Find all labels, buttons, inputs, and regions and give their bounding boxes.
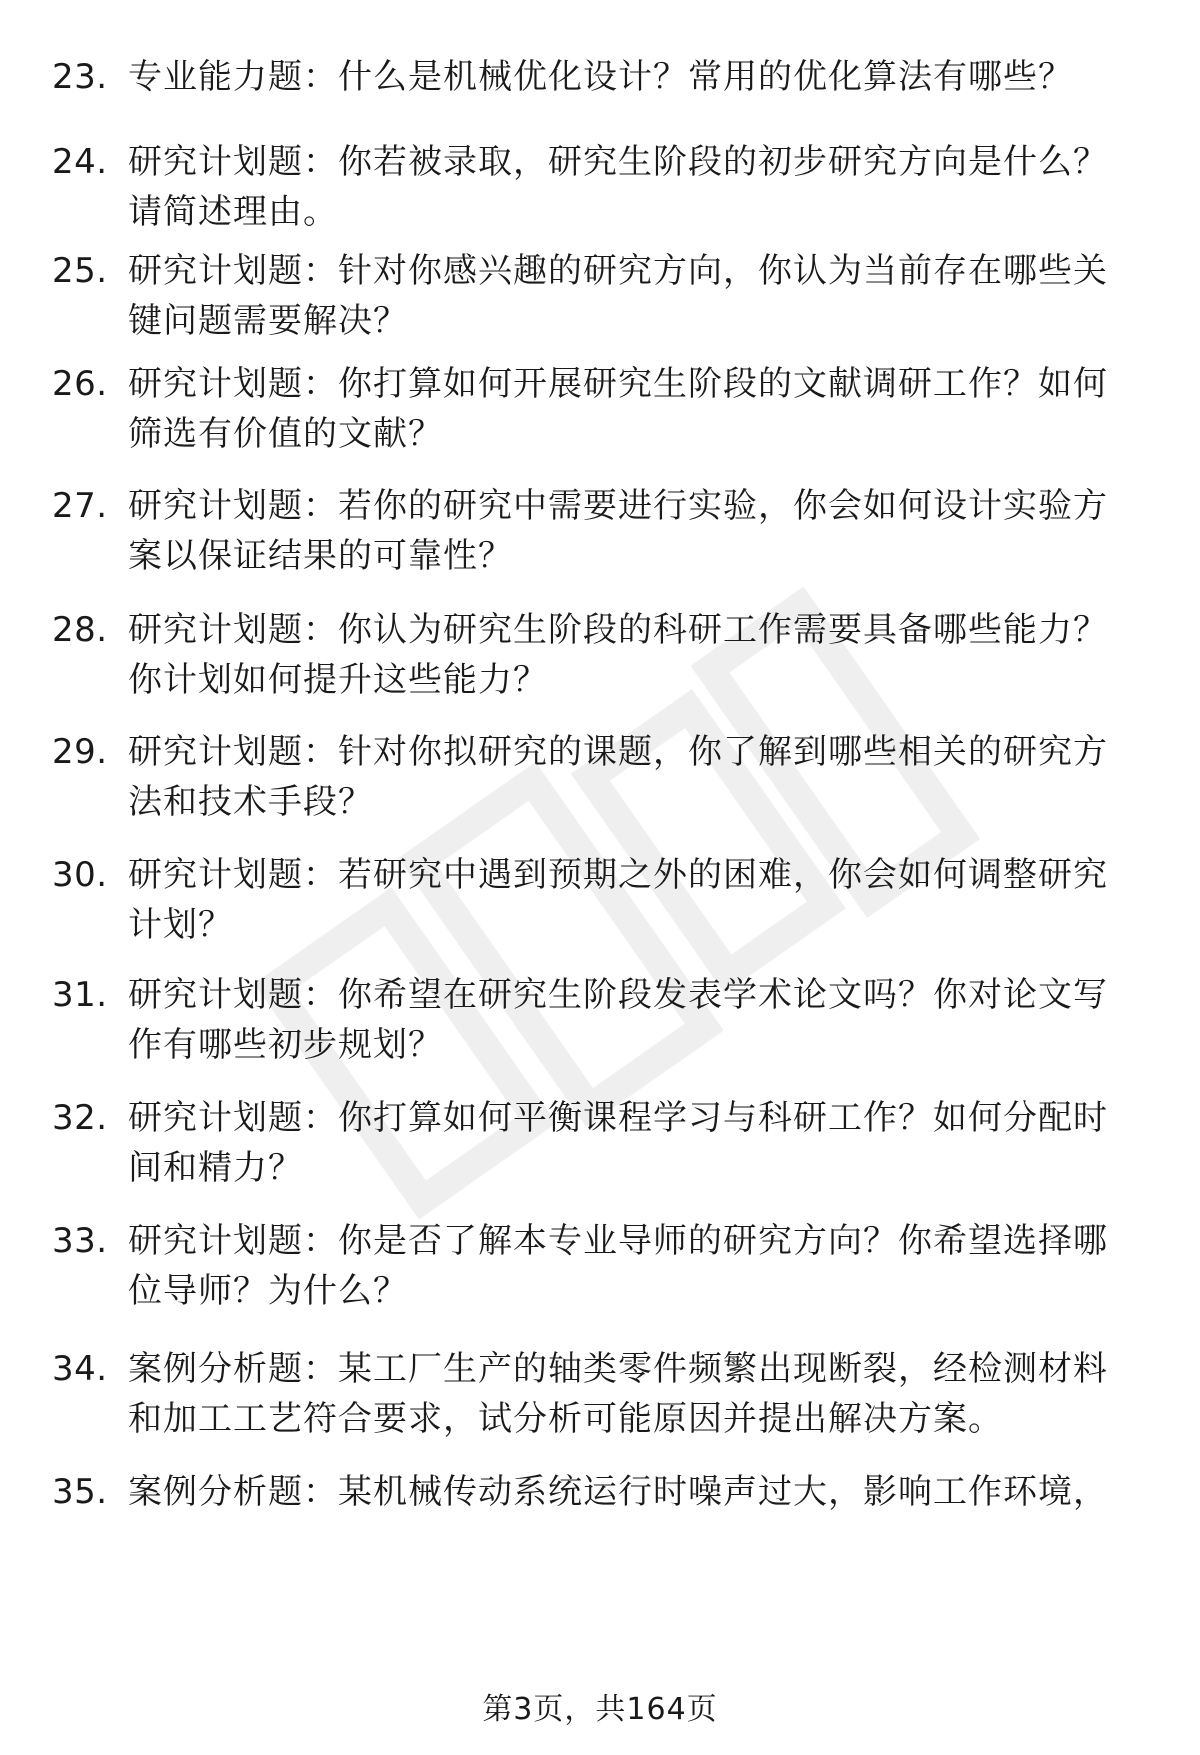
question-number: 29. [52,732,108,772]
question-text: 研究计划题：针对你拟研究的课题，你了解到哪些相关的研究方 法和技术手段？ [128,732,1108,822]
question-number: 35. [52,1472,108,1512]
question-number: 24. [52,142,108,182]
question-number: 33. [52,1221,108,1261]
question-number: 31. [52,975,108,1015]
question-text: 研究计划题：你打算如何开展研究生阶段的文献调研工作？如何 筛选有价值的文献？ [128,364,1108,454]
question-number: 34. [52,1349,108,1389]
page-footer: 第3页，共164页 [482,1692,718,1727]
question-number: 25. [52,251,108,291]
question-number: 30. [52,855,108,895]
question-text: 研究计划题：你若被录取，研究生阶段的初步研究方向是什么？ 请简述理由。 [128,142,1108,232]
question-text: 专业能力题：什么是机械优化设计？常用的优化算法有哪些？ [128,57,1073,97]
question-number: 28. [52,610,108,650]
question-number: 32. [52,1098,108,1138]
question-number: 27. [52,486,108,526]
question-text: 案例分析题：某工厂生产的轴类零件频繁出现断裂，经检测材料 和加工工艺符合要求，试分析可能原因并提出解决方案。 [128,1349,1108,1439]
question-number: 26. [52,364,108,404]
question-text: 研究计划题：针对你感兴趣的研究方向，你认为当前存在哪些关 键问题需要解决？ [128,251,1108,341]
question-number: 23. [52,57,108,97]
question-text: 研究计划题：你打算如何平衡课程学习与科研工作？如何分配时 间和精力？ [128,1098,1108,1188]
question-text: 研究计划题：你希望在研究生阶段发表学术论文吗？你对论文写 作有哪些初步规划？ [128,975,1108,1065]
question-text: 研究计划题：你是否了解本专业导师的研究方向？你希望选择哪 位导师？为什么？ [128,1221,1108,1311]
question-text: 案例分析题：某机械传动系统运行时噪声过大，影响工作环境， [128,1472,1108,1512]
question-text: 研究计划题：若你的研究中需要进行实验，你会如何设计实验方 案以保证结果的可靠性？ [128,486,1108,576]
question-text: 研究计划题：你认为研究生阶段的科研工作需要具备哪些能力？ 你计划如何提升这些能力？ [128,610,1108,700]
question-text: 研究计划题：若研究中遇到预期之外的困难，你会如何调整研究 计划？ [128,855,1108,945]
